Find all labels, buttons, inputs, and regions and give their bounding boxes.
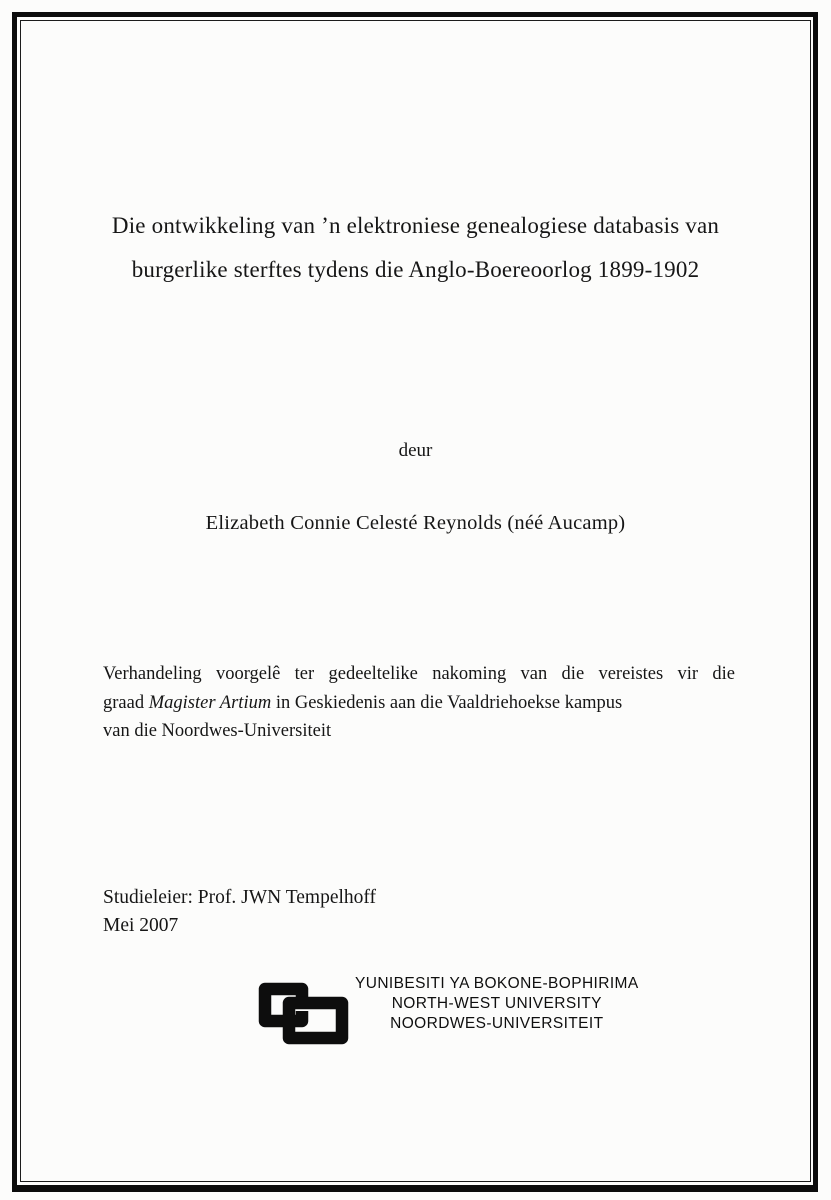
university-logo-text [355,974,639,1034]
supervisor-line: Studieleier: Prof. JWN Tempelhoff [103,887,377,908]
logo-line-setswana: YUNIBESITI YA BOKONE-BOPHIRIMA [355,975,639,992]
nwu-chain-links-icon [258,982,349,1045]
degree-statement-line1: Verhandeling voorgelê ter gedeeltelike nakoming van die vereistes vir die [103,664,735,684]
date-line: Mei 2007 [103,914,179,936]
degree-statement-line2-suffix: in Geskiedenis aan die Vaaldriehoekse kampus [271,692,623,713]
thesis-title [0,204,831,292]
degree-statement [103,660,735,746]
thesis-title-line1: Die ontwikkeling van ’n elektroniese genealogiese databasis van [111,213,720,238]
degree-statement-line2-prefix: graad [103,692,149,713]
degree-statement-line2 [103,689,735,718]
byline: deur [398,440,433,461]
logo-line-english: NORTH-WEST UNIVERSITY [391,995,602,1012]
degree-statement-line3: van die Noordwes-Universiteit [103,721,332,741]
degree-name: Magister Artium [148,692,272,713]
logo-line-afrikaans: NOORDWES-UNIVERSITEIT [390,1015,604,1032]
thesis-title-line2: burgerlike sterftes tydens die Anglo-Boereoorlog 1899-1902 [131,257,700,282]
author-name: Elizabeth Connie Celesté Reynolds (néé Aucamp) [205,512,626,534]
supervisor-block [103,884,376,939]
university-logo [258,973,639,1045]
